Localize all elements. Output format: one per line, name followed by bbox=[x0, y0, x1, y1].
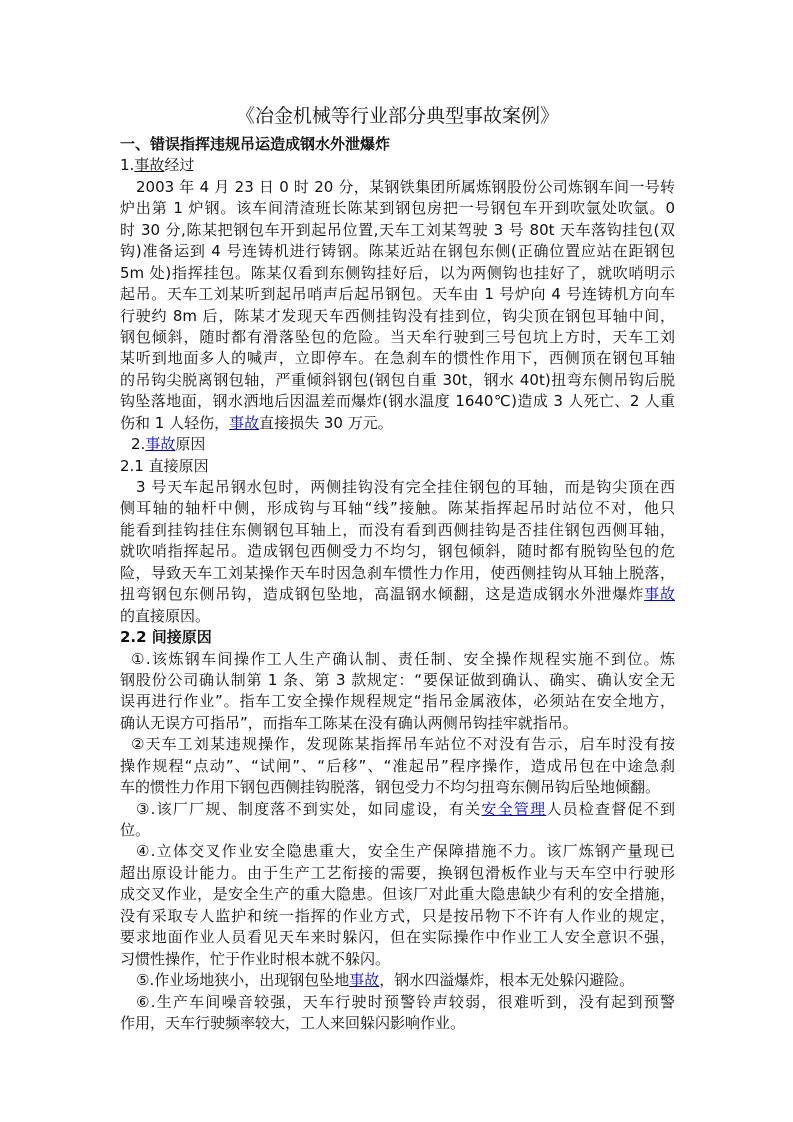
text-line bbox=[120, 670, 675, 691]
text-run: 人员检查督促不到 bbox=[546, 799, 675, 818]
document-body bbox=[120, 134, 675, 1034]
text-line bbox=[120, 434, 675, 455]
text-line bbox=[120, 713, 675, 734]
text-line bbox=[120, 970, 675, 991]
text-run: 险，导致天车工刘某操作天车时因急刹车惯性力作用，使西侧挂钩从耳轴上脱落， bbox=[120, 563, 675, 582]
text-run: 确认无误方可指吊”，而指车工陈某在没有确认两侧吊钩挂牢就指吊。 bbox=[120, 713, 578, 732]
text-line bbox=[120, 477, 675, 498]
hyperlink[interactable]: 安全管理 bbox=[481, 799, 547, 818]
section-heading bbox=[120, 134, 675, 155]
text-run: 原因 bbox=[175, 435, 206, 454]
text-run: ④.立体交叉作业安全隐患重大，安全生产保障措施不力。该厂炼钢产量现已 bbox=[136, 842, 675, 861]
paragraph bbox=[120, 734, 675, 798]
text-run: ⑤.作业场地狭小，出现钢包坠地 bbox=[136, 971, 350, 990]
text-run: 能看到挂钩挂住东侧钢包耳轴上，而没有看到西侧挂钩是否挂住钢包西侧耳轴， bbox=[120, 520, 675, 539]
paragraph bbox=[120, 992, 675, 1035]
text-line bbox=[120, 370, 675, 391]
text-line bbox=[120, 820, 675, 841]
text-run: ①.该炼钢车间操作工人生产确认制、责任制、安全操作规程实施不到位。炼 bbox=[131, 649, 675, 668]
text-run: 扭弯钢包东侧吊钩，造成钢包坠地，高温钢水倾翻，这是造成钢水外泄爆炸 bbox=[120, 585, 645, 604]
text-run: 5m 处)指挥挂包。陈某仅看到东侧钩挂好后，以为两侧钩也挂好了，就吹哨明示 bbox=[120, 263, 675, 282]
text-line bbox=[120, 306, 675, 327]
text-run: 2003 年 4 月 23 日 0 时 20 分，某钢铁集团所属炼钢股份公司炼钢车间一号转 bbox=[136, 177, 675, 196]
text-run: 车的惯性力作用下钢包西侧挂钩脱落，钢包受力不均匀扭弯东侧吊钩后坠地倾翻。 bbox=[120, 778, 661, 797]
paragraph bbox=[120, 177, 675, 434]
text-line bbox=[120, 992, 675, 1013]
text-line bbox=[120, 155, 675, 176]
text-run: 钩)准备运到 4 号连铸机进行铸钢。陈某近站在钢包东侧(正确位置应站在距钢包 bbox=[120, 242, 675, 261]
text-run: ，钢水四溢爆炸，根本无处躲闪避险。 bbox=[379, 971, 635, 990]
text-run: 超出原设计能力。由于生产工艺衔接的需要，换钢包滑板作业与天车空中行驶形 bbox=[120, 863, 675, 882]
text-line bbox=[120, 348, 675, 369]
text-run: 时 30 分,陈某把钢包车开到起吊位置,天车工刘某驾驶 3 号 80t 天车落钩挂包(双 bbox=[120, 220, 675, 239]
text-line bbox=[120, 220, 675, 241]
text-run: 2.2 间接原因 bbox=[120, 628, 212, 647]
paragraph bbox=[120, 649, 675, 735]
text-run: 习惯性操作，忙于作业时根本就不躲闪。 bbox=[120, 949, 391, 968]
text-line bbox=[120, 949, 675, 970]
text-line bbox=[120, 327, 675, 348]
text-line bbox=[120, 134, 675, 155]
paragraph bbox=[120, 970, 675, 991]
text-line bbox=[120, 498, 675, 519]
text-line bbox=[120, 649, 675, 670]
hyperlink[interactable]: 事故 bbox=[145, 435, 176, 454]
text-run: 炉出第 1 炉钢。该车间清渣班长陈某到钢包房把一号钢包车开到吹氩处吹氩。0 bbox=[120, 199, 675, 218]
text-run: 成交叉作业，是安全生产的重大隐患。但该厂对此重大隐患缺少有利的安全措施， bbox=[120, 885, 675, 904]
text-run: 误再进行作业”。指车工安全操作规程规定“指吊金属液体，必须站在安全地方， bbox=[120, 692, 675, 711]
text-line bbox=[120, 1013, 675, 1034]
text-run: 要求地面作业人员看见天车来时躲闪，但在实际操作中作业工人安全意识不强， bbox=[120, 928, 675, 947]
text-run: 侧耳轴的轴杆中侧，形成钩与耳轴“线”接触。陈某指挥起吊时站位不对，他只 bbox=[120, 499, 675, 518]
text-run: 伤和 1 人轻伤， bbox=[120, 413, 230, 432]
paragraph bbox=[120, 477, 675, 627]
underlined-text: 事故 bbox=[134, 156, 165, 175]
text-run: 没有采取专人监护和统一指挥的作业方式，只是按吊物下不许有人作业的规定， bbox=[120, 906, 675, 925]
text-line bbox=[120, 777, 675, 798]
text-line bbox=[120, 198, 675, 219]
text-line bbox=[120, 563, 675, 584]
text-line bbox=[120, 241, 675, 262]
text-run: ②天车工刘某违规操作，发现陈某指挥吊车站位不对没有告示，启车时没有按 bbox=[131, 735, 675, 754]
text-line bbox=[120, 606, 675, 627]
hyperlink[interactable]: 事故 bbox=[229, 413, 260, 432]
text-run: 3 号天车起吊钢水包时，两侧挂钩没有完全挂住钢包的耳轴，而是钩尖顶在西 bbox=[136, 478, 675, 496]
text-run: 直接损失 30 万元。 bbox=[259, 413, 393, 432]
paragraph bbox=[120, 799, 675, 842]
text-line bbox=[120, 456, 675, 477]
text-run: 就吹哨指挥起吊。造成钢包西侧受力不均匀，钢包倾斜，随时都有脱钩坠包的危 bbox=[120, 542, 675, 561]
text-run: 一、错误指挥违规吊运造成钢水外泄爆炸 bbox=[120, 135, 391, 153]
text-run: 某听到地面多人的喊声，立即停车。在急刹车的惯性作用下，西侧顶在钢包耳轴 bbox=[120, 349, 675, 368]
text-line bbox=[120, 756, 675, 777]
text-run: 起吊。天车工刘某听到起吊哨声后起吊钢包。天车由 1 号炉向 4 号连铸机方向车 bbox=[120, 285, 675, 304]
text-run: 钩坠落地面，钢水洒地后因温差而爆炸(钢水温度 1640℃)造成 3 人死亡、2 人重 bbox=[120, 392, 675, 411]
document-page bbox=[120, 102, 675, 1034]
hyperlink[interactable]: 事故 bbox=[644, 585, 675, 604]
text-run: ③.该厂厂规、制度落不到实处，如同虚设，有关 bbox=[136, 799, 482, 818]
text-line bbox=[120, 413, 675, 434]
text-run: 1. bbox=[120, 156, 135, 175]
document-title: 《冶金机械等行业部分典型事故案例》 bbox=[235, 105, 559, 127]
text-line bbox=[120, 906, 675, 927]
text-line bbox=[120, 884, 675, 905]
section-heading bbox=[120, 627, 675, 648]
text-run: 操作规程“点动”、“试闸”、“后移”、“准起吊”程序操作，造成吊包在中途急刹 bbox=[120, 756, 675, 775]
text-run: 2.1 直接原因 bbox=[120, 456, 209, 475]
text-line bbox=[120, 584, 675, 605]
section-heading bbox=[120, 456, 675, 477]
text-line bbox=[120, 734, 675, 755]
text-run: 钢包倾斜，随时都有滑落坠包的危险。当天牟行驶到三号包坑上方时，天车工刘 bbox=[120, 327, 675, 346]
text-run: 经过 bbox=[164, 156, 195, 175]
paragraph bbox=[120, 841, 675, 970]
text-run: ⑥.生产车间噪音较强，天车行驶时预警铃声较弱，很难听到，没有起到预警 bbox=[136, 992, 675, 1011]
text-run: 钢股份公司确认制第 1 条、第 3 款规定：“要保证做到确认、确实、确认安全无 bbox=[120, 670, 675, 689]
text-line bbox=[120, 520, 675, 541]
section-heading bbox=[120, 155, 675, 176]
text-line bbox=[120, 627, 675, 648]
text-line bbox=[120, 863, 675, 884]
text-line bbox=[120, 691, 675, 712]
text-run: 的直接原因。 bbox=[120, 606, 211, 625]
text-run: 作用，天车行驶频率较大，工人来回躲闪影响作业。 bbox=[120, 1013, 466, 1032]
text-line bbox=[120, 263, 675, 284]
text-line bbox=[120, 927, 675, 948]
text-run: 的吊钩尖脱离钢包轴，严重倾斜钢包(钢包自重 30t，钢水 40t)扭弯东侧吊钩后脱 bbox=[120, 370, 675, 389]
text-run: 位。 bbox=[120, 821, 151, 839]
text-run: 2. bbox=[131, 435, 146, 454]
text-line bbox=[120, 177, 675, 198]
text-line bbox=[120, 841, 675, 862]
text-line bbox=[120, 799, 675, 820]
text-line bbox=[120, 541, 675, 562]
text-line bbox=[120, 391, 675, 412]
text-line bbox=[120, 284, 675, 305]
section-heading bbox=[120, 434, 675, 455]
hyperlink[interactable]: 事故 bbox=[349, 971, 380, 990]
text-run: 行驶约 8m 后，陈某才发现天车西侧挂钩没有挂到位，钩尖顶在钢包耳轴中间， bbox=[120, 306, 675, 325]
